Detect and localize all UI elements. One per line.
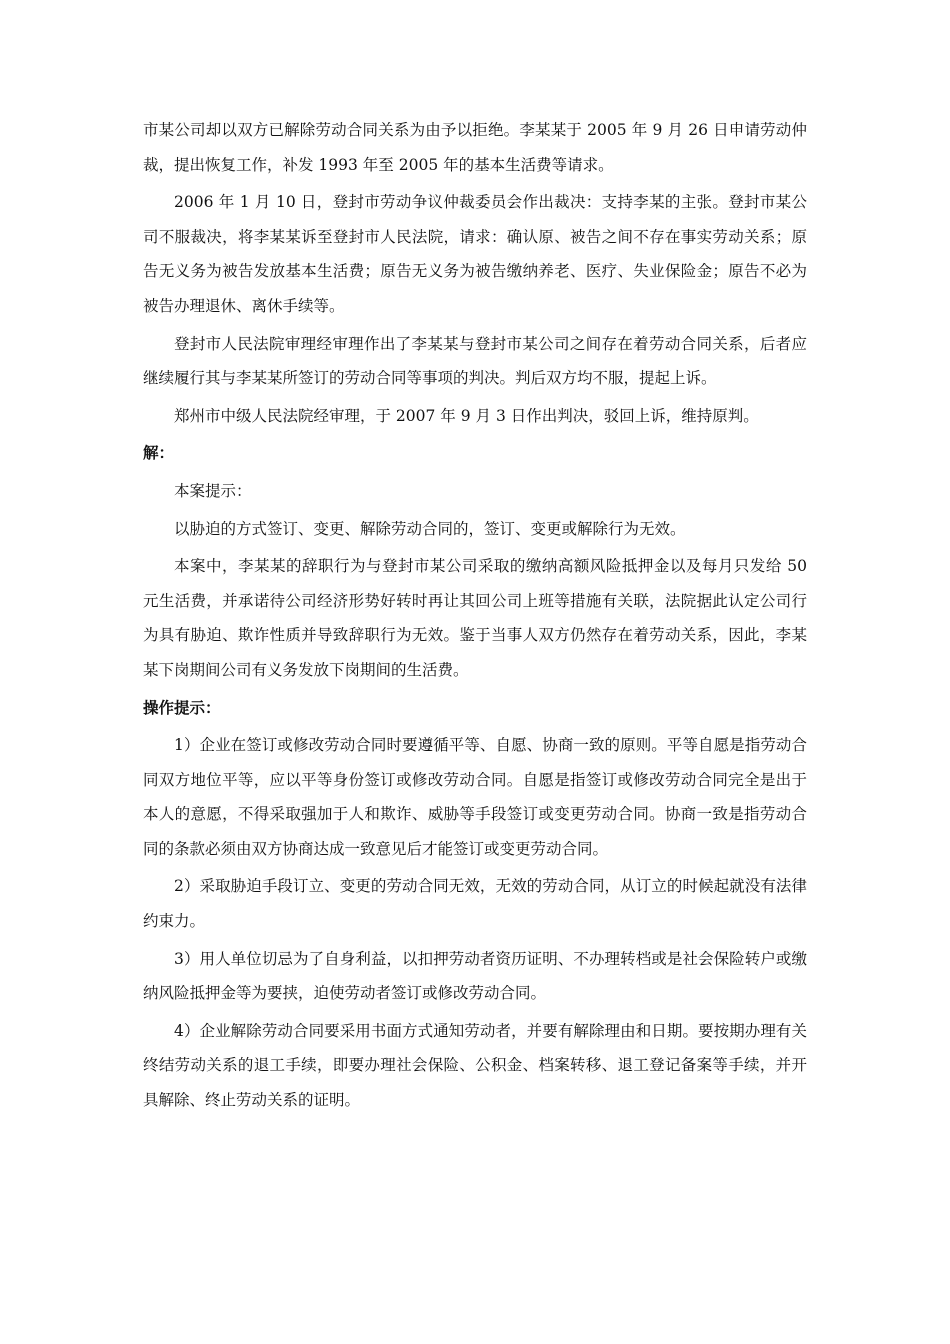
operation-heading: 操作提示： bbox=[143, 698, 221, 717]
case-analysis: 本案中，李某某的辞职行为与登封市某公司采取的缴纳高额风险抵押金以及每月只发给 50 元生活费，并承诺待公司经济形势好转时再让其回公司上班等措施有关联，法院据此认定公司行为具有胁迫、欺诈性质并导致辞职行为无效。鉴于当事人双方仍然存在着劳动关系，因此，李某某下岗期间公司有义务发放下岗期间的生活费。 bbox=[143, 557, 807, 679]
solution-heading: 解： bbox=[143, 444, 175, 463]
hint-label: 本案提示： bbox=[174, 481, 252, 500]
operation-tip-4: 4）企业解除劳动合同要采用书面方式通知劳动者，并要有解除理由和日期。要按期办理有关终结劳动关系的退工手续，即要办理社会保险、公积金、档案转移、退工登记备案等手续，并开具解除、终止劳动关系的证明。 bbox=[143, 1021, 807, 1110]
operation-tip-3: 3）用人单位切忌为了自身利益，以扣押劳动者资历证明、不办理转档或是社会保险转户或缴纳风险抵押金等为要挟，迫使劳动者签订或修改劳动合同。 bbox=[143, 949, 807, 1003]
hint-text: 以胁迫的方式签订、变更、解除劳动合同的，签订、变更或解除行为无效。 bbox=[174, 519, 686, 538]
document-body bbox=[143, 113, 807, 1121]
operation-tip-1: 1）企业在签订或修改劳动合同时要遵循平等、自愿、协商一致的原则。平等自愿是指劳动合同双方地位平等，应以平等身份签订或修改劳动合同。自愿是指签订或修改劳动合同完全是出于本人的意愿，不得采取强加于人和欺诈、威胁等手段签订或变更劳动合同。协商一致是指劳动合同的条款必须由双方协商达成一致意见后才能签订或变更劳动合同。 bbox=[143, 736, 807, 858]
case-paragraph-4: 郑州市中级人民法院经审理，于 2007 年 9 月 3 日作出判决，驳回上诉，维持原判。 bbox=[174, 406, 759, 425]
case-paragraph-3: 登封市人民法院审理经审理作出了李某某与登封市某公司之间存在着劳动合同关系，后者应继续履行其与李某某所签订的劳动合同等事项的判决。判后双方均不服，提起上诉。 bbox=[143, 334, 807, 388]
case-paragraph-1: 市某公司却以双方已解除劳动合同关系为由予以拒绝。李某某于 2005 年 9 月 26 日申请劳动仲裁，提出恢复工作，补发 1993 年至 2005 年的基本生活费等请求。 bbox=[143, 121, 807, 174]
operation-tip-2: 2）采取胁迫手段订立、变更的劳动合同无效，无效的劳动合同，从订立的时候起就没有法律约束力。 bbox=[143, 877, 807, 931]
case-paragraph-2: 2006 年 1 月 10 日，登封市劳动争议仲裁委员会作出裁决：支持李某的主张。登封市某公司不服裁决，将李某某诉至登封市人民法院，请求：确认原、被告之间不存在事实劳动关系；原告无义务为被告发放基本生活费；原告无义务为被告缴纳养老、医疗、失业保险金；原告不必为被告办理退休、离休手续等。 bbox=[143, 193, 807, 315]
